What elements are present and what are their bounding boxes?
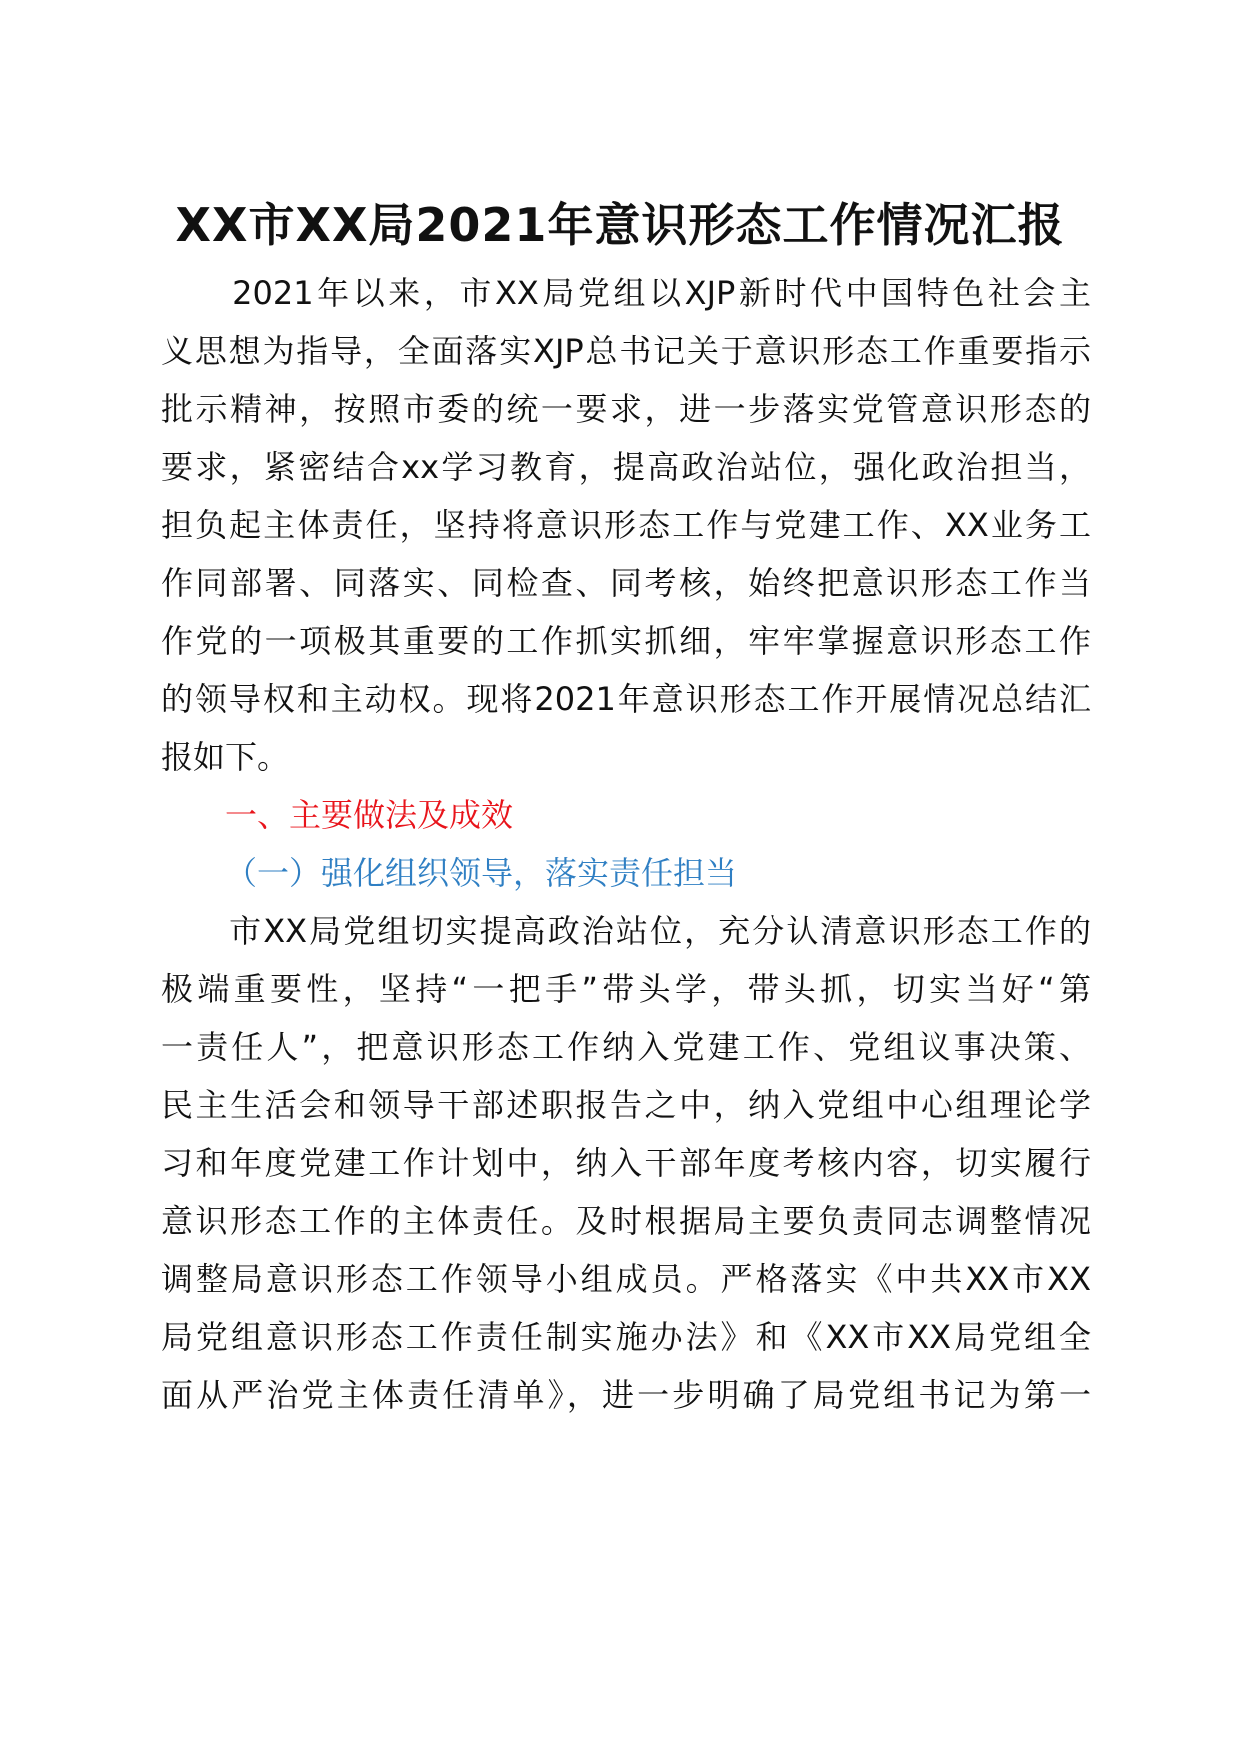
- paragraph-line: 作党的一项极其重要的工作抓实抓细，牢牢掌握意识形态工作: [161, 622, 1091, 660]
- section-heading-1: 一、主要做法及成效: [225, 796, 514, 834]
- document-title: XX市XX局2021年意识形态工作情况汇报: [175, 198, 1065, 252]
- paragraph-line: 担负起主体责任，坚持将意识形态工作与党建工作、XX业务工: [161, 506, 1091, 544]
- paragraph-line: 报如下。: [161, 738, 290, 776]
- paragraph-line: 局党组意识形态工作责任制实施办法》和《XX市XX局党组全: [161, 1318, 1091, 1356]
- paragraph-line: 要求，紧密结合xx学习教育，提高政治站位，强化政治担当，: [161, 448, 1091, 486]
- paragraph-line: 习和年度党建工作计划中，纳入干部年度考核内容，切实履行: [161, 1144, 1091, 1182]
- paragraph-line: 调整局意识形态工作领导小组成员。严格落实《中共XX市XX: [161, 1260, 1091, 1298]
- paragraph-line: 面从严治党主体责任清单》，进一步明确了局党组书记为第一: [161, 1376, 1091, 1414]
- paragraph-line: 极端重要性，坚持“一把手”带头学，带头抓，切实当好“第: [161, 970, 1091, 1008]
- paragraph-line: 批示精神，按照市委的统一要求，进一步落实党管意识形态的: [161, 390, 1091, 428]
- paragraph-line: 的领导权和主动权。现将2021年意识形态工作开展情况总结汇: [161, 680, 1091, 718]
- paragraph-line: 一责任人”，把意识形态工作纳入党建工作、党组议事决策、: [161, 1028, 1091, 1066]
- paragraph-line: 市XX局党组切实提高政治站位，充分认清意识形态工作的: [161, 912, 1091, 950]
- paragraph-line: 作同部署、同落实、同检查、同考核，始终把意识形态工作当: [161, 564, 1091, 602]
- paragraph-line: 意识形态工作的主体责任。及时根据局主要负责同志调整情况: [161, 1202, 1091, 1240]
- paragraph-line: 民主生活会和领导干部述职报告之中，纳入党组中心组理论学: [161, 1086, 1091, 1124]
- paragraph-line: 2021年以来，市XX局党组以XJP新时代中国特色社会主: [161, 274, 1091, 312]
- paragraph-line: 义思想为指导，全面落实XJP总书记关于意识形态工作重要指示: [161, 332, 1091, 370]
- subsection-heading: （一）强化组织领导，落实责任担当: [225, 854, 738, 892]
